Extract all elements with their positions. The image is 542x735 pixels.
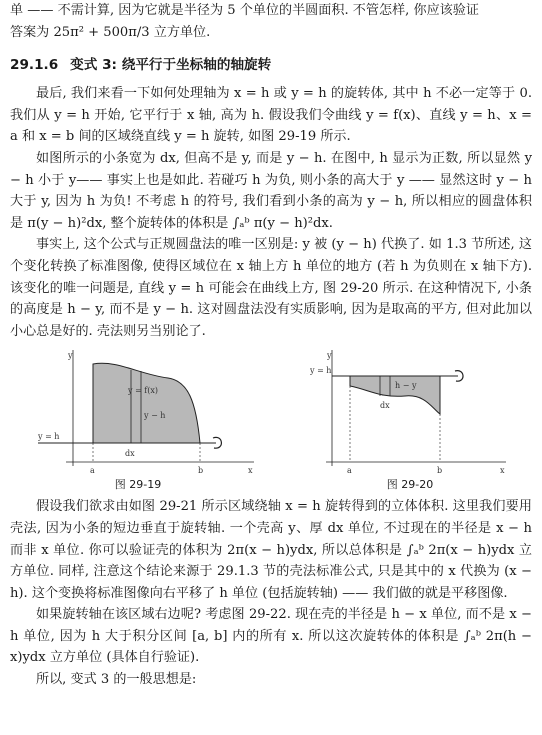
strip-label: h − y bbox=[395, 381, 417, 391]
a-label: a bbox=[90, 466, 95, 475]
dx-label: dx bbox=[380, 401, 390, 411]
figure-29-19-graph bbox=[18, 346, 258, 474]
section-number: 29.1.6 bbox=[10, 57, 59, 74]
figures-row bbox=[10, 346, 532, 492]
strip-label: y − h bbox=[144, 411, 166, 421]
section-title: 变式 3: 绕平行于坐标轴的轴旋转 bbox=[70, 57, 272, 74]
curve-label: y = f(x) bbox=[128, 386, 159, 396]
x-axis-label: x bbox=[500, 466, 505, 475]
figure-29-20 bbox=[310, 346, 510, 492]
b-label: b bbox=[437, 466, 443, 475]
intro-line-2: 答案为 25π² + 500π/3 立方单位. bbox=[10, 24, 211, 40]
figure-29-19-caption: 图 29-19 bbox=[114, 478, 162, 492]
paragraph-6: 所以, 变式 3 的一般思想是: bbox=[36, 672, 197, 688]
intro-line-1: 单 —— 不需计算, 因为它就是半径为 5 个单位的半圆面积. 不管怎样, 你应该验证 bbox=[10, 3, 479, 18]
paragraph-1: 最后, 我们来看一下如何处理轴为 x = h 或 y = h 的旋转体, 其中 h 不必一定等于 0. 我们从 y = h 开始, 它平行于 x 轴, 高为 h. 假设我们令曲线 y = f(x)、直线 y = h、x = a 和 x = b 间的区域绕直线 y = h 旋转, 如图 29-19 所示. bbox=[10, 86, 532, 145]
y-axis-label: y bbox=[68, 351, 73, 361]
x-axis-label: x bbox=[248, 466, 253, 475]
dx-label: dx bbox=[125, 449, 135, 459]
figure-29-20-graph bbox=[310, 346, 510, 474]
textbook-page bbox=[10, 0, 532, 691]
section-heading bbox=[10, 55, 532, 75]
line-label: y = h bbox=[310, 366, 332, 376]
paragraph-5: 如果旋转轴在该区域右边呢? 考虑图 29-22. 现在壳的半径是 h − x 单位, 而不是 x − h 单位, 因为 h 大于积分区间 [a, b] 内的所有 x. 所以这次旋转体的体积是 ∫ₐᵇ 2π(h − x)ydx 立方单位 (具体自行验证). bbox=[10, 607, 532, 666]
a-label: a bbox=[347, 466, 352, 475]
y-axis-label: y bbox=[327, 351, 332, 361]
shaded-region bbox=[93, 364, 200, 444]
paragraph-3: 事实上, 这个公式与正规圆盘法的唯一区别是: y 被 (y − h) 代换了. 如 1.3 节所述, 这个变化转换了标准图像, 使得区域位在 x 轴上方 h 单位的地方 (若 h 为负则在 x 轴下方). 该变化的唯一问题是, 直线 y = h 可能会在曲线上方, 图 29-20 所示. 在这种情况下, 小条的高度是 h − y, 而不是 y − h. 这对圆盘法没有实质影响, 因为是取高的平方, 但对此加以小心总是好的. 壳法则另当别论了. bbox=[10, 237, 532, 339]
paragraph-4: 假设我们欲求由如图 29-21 所示区域绕轴 x = h 旋转得到的立体体积. 这里我们要用壳法, 因为小条的短边垂直于旋转轴. 一个壳高 y、厚 dx 单位, 不过现在的半径是 x − h 而非 x 单位. 你可以验证壳的体积为 2π(x − h)ydx, 所以总体积是 ∫ₐᵇ 2π(x − h)ydx 立方单位. 同样, 注意这个结论来源于 29.1.3 节的壳法标准公式, 只是其中的 x 代换为 (x − h). 这个变换将标准图像向右平移了 h 单位 (包括旋转轴) —— 我们做的就是平移图像. bbox=[10, 499, 532, 601]
b-label: b bbox=[198, 466, 204, 475]
paragraph-2: 如图所示的小条宽为 dx, 但高不是 y, 而是 y − h. 在图中, h 显示为正数, 所以显然 y − h 小于 y—— 事实上也是如此. 若碰巧 h 为负, 则小条的高大于 y —— 显然这时 y − h 大于 y, 因为 h 为负! 不考虑 h 的符号, 我们看到小条的高为 y − h, 所以相应的圆盘体积是 π(y − h)²dx, 整个旋转体的体积是 ∫ₐᵇ π(y − h)²dx. bbox=[10, 150, 532, 231]
figure-29-19 bbox=[18, 346, 258, 492]
line-label: y = h bbox=[38, 432, 60, 442]
figure-29-20-caption: 图 29-20 bbox=[386, 478, 434, 492]
